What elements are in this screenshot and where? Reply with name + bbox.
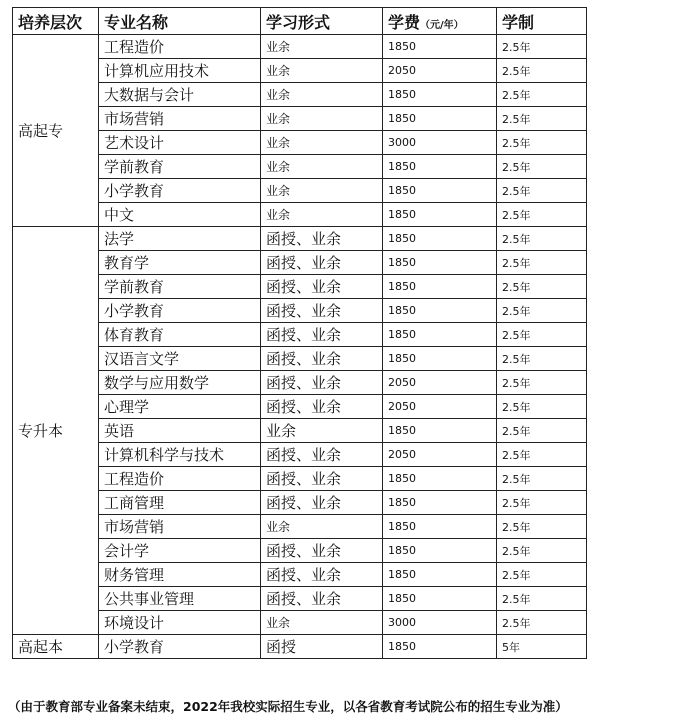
fee-cell: 2050: [383, 395, 497, 419]
table-row: [13, 155, 587, 179]
duration-cell: 2.5年: [497, 299, 587, 323]
fee-cell: 1850: [383, 491, 497, 515]
table-row: [13, 587, 587, 611]
form-cell: 业余: [261, 203, 383, 227]
form-cell: 函授、业余: [261, 563, 383, 587]
major-cell: 财务管理: [99, 563, 261, 587]
major-cell: 工程造价: [99, 467, 261, 491]
table-row: [13, 419, 587, 443]
form-cell: 函授、业余: [261, 347, 383, 371]
fee-cell: 1850: [383, 563, 497, 587]
header-major: 专业名称: [99, 8, 261, 35]
duration-cell: 2.5年: [497, 179, 587, 203]
header-fee-label: 学费: [388, 12, 421, 32]
fee-cell: 1850: [383, 35, 497, 59]
major-cell: 工商管理: [99, 491, 261, 515]
form-cell: 业余: [261, 155, 383, 179]
major-cell: 大数据与会计: [99, 83, 261, 107]
major-cell: 计算机应用技术: [99, 59, 261, 83]
table-row: [13, 467, 587, 491]
major-cell: 体育教育: [99, 323, 261, 347]
duration-cell: 2.5年: [497, 563, 587, 587]
form-cell: 函授、业余: [261, 467, 383, 491]
major-cell: 教育学: [99, 251, 261, 275]
table-row: [13, 635, 587, 659]
form-cell: 函授: [261, 635, 383, 659]
table-row: [13, 323, 587, 347]
major-cell: 公共事业管理: [99, 587, 261, 611]
duration-cell: 2.5年: [497, 35, 587, 59]
form-cell: 函授、业余: [261, 275, 383, 299]
duration-cell: 2.5年: [497, 587, 587, 611]
duration-cell: 2.5年: [497, 491, 587, 515]
duration-cell: 2.5年: [497, 227, 587, 251]
table-row: [13, 539, 587, 563]
header-form: 学习形式: [261, 8, 383, 35]
major-cell: 市场营销: [99, 515, 261, 539]
table-row: [13, 131, 587, 155]
fee-cell: 2050: [383, 443, 497, 467]
form-cell: 函授、业余: [261, 251, 383, 275]
duration-cell: 2.5年: [497, 155, 587, 179]
major-cell: 计算机科学与技术: [99, 443, 261, 467]
fee-cell: 1850: [383, 83, 497, 107]
duration-cell: 2.5年: [497, 275, 587, 299]
fee-cell: 1850: [383, 515, 497, 539]
table-row: [13, 107, 587, 131]
form-cell: 业余: [261, 83, 383, 107]
major-cell: 工程造价: [99, 35, 261, 59]
fee-cell: 1850: [383, 587, 497, 611]
duration-cell: 2.5年: [497, 419, 587, 443]
major-cell: 数学与应用数学: [99, 371, 261, 395]
major-cell: 学前教育: [99, 275, 261, 299]
fee-cell: 1850: [383, 419, 497, 443]
major-cell: 法学: [99, 227, 261, 251]
form-cell: 函授、业余: [261, 491, 383, 515]
fee-cell: 1850: [383, 155, 497, 179]
level-cell: 高起本: [13, 635, 99, 659]
table-row: [13, 203, 587, 227]
level-cell: 高起专: [13, 35, 99, 227]
fee-cell: 2050: [383, 59, 497, 83]
duration-cell: 2.5年: [497, 107, 587, 131]
table-row: [13, 515, 587, 539]
form-cell: 业余: [261, 35, 383, 59]
table-row: [13, 299, 587, 323]
duration-cell: 2.5年: [497, 371, 587, 395]
form-cell: 函授、业余: [261, 227, 383, 251]
duration-cell: 2.5年: [497, 515, 587, 539]
form-cell: 业余: [261, 107, 383, 131]
form-cell: 函授、业余: [261, 395, 383, 419]
major-cell: 汉语言文学: [99, 347, 261, 371]
form-cell: 业余: [261, 179, 383, 203]
table-row: [13, 227, 587, 251]
major-cell: 中文: [99, 203, 261, 227]
fee-cell: 1850: [383, 347, 497, 371]
form-cell: 函授、业余: [261, 299, 383, 323]
form-cell: 函授、业余: [261, 443, 383, 467]
table-row: [13, 35, 587, 59]
fee-cell: 1850: [383, 251, 497, 275]
enrollment-table: [12, 7, 587, 659]
fee-cell: 1850: [383, 467, 497, 491]
major-cell: 环境设计: [99, 611, 261, 635]
duration-cell: 2.5年: [497, 539, 587, 563]
header-duration: 学制: [497, 8, 587, 35]
table-row: [13, 83, 587, 107]
table-row: [13, 563, 587, 587]
duration-cell: 2.5年: [497, 203, 587, 227]
form-cell: 业余: [261, 59, 383, 83]
fee-cell: 1850: [383, 275, 497, 299]
form-cell: 业余: [261, 611, 383, 635]
duration-cell: 2.5年: [497, 251, 587, 275]
table-header-row: [13, 8, 587, 35]
major-cell: 学前教育: [99, 155, 261, 179]
fee-cell: 2050: [383, 371, 497, 395]
header-fee-unit: （元/年）: [420, 19, 464, 31]
major-cell: 艺术设计: [99, 131, 261, 155]
fee-cell: 3000: [383, 131, 497, 155]
major-cell: 小学教育: [99, 635, 261, 659]
fee-cell: 3000: [383, 611, 497, 635]
table-row: [13, 395, 587, 419]
fee-cell: 1850: [383, 299, 497, 323]
duration-cell: 5年: [497, 635, 587, 659]
form-cell: 函授、业余: [261, 539, 383, 563]
fee-cell: 1850: [383, 635, 497, 659]
major-cell: 会计学: [99, 539, 261, 563]
form-cell: 函授、业余: [261, 587, 383, 611]
table-row: [13, 491, 587, 515]
major-cell: 心理学: [99, 395, 261, 419]
table-row: [13, 179, 587, 203]
table-row: [13, 59, 587, 83]
duration-cell: 2.5年: [497, 395, 587, 419]
form-cell: 函授、业余: [261, 323, 383, 347]
footnote: （由于教育部专业备案未结束，2022年我校实际招生专业，以各省教育考试院公布的招生专业为准）: [8, 699, 568, 714]
fee-cell: 1850: [383, 227, 497, 251]
duration-cell: 2.5年: [497, 59, 587, 83]
major-cell: 小学教育: [99, 299, 261, 323]
table-row: [13, 611, 587, 635]
duration-cell: 2.5年: [497, 611, 587, 635]
duration-cell: 2.5年: [497, 443, 587, 467]
fee-cell: 1850: [383, 203, 497, 227]
duration-cell: 2.5年: [497, 323, 587, 347]
fee-cell: 1850: [383, 107, 497, 131]
table-row: [13, 275, 587, 299]
major-cell: 英语: [99, 419, 261, 443]
header-fee: [383, 8, 497, 35]
major-cell: 小学教育: [99, 179, 261, 203]
header-level: 培养层次: [13, 8, 99, 35]
form-cell: 业余: [261, 131, 383, 155]
fee-cell: 1850: [383, 179, 497, 203]
table-body: [13, 35, 587, 659]
duration-cell: 2.5年: [497, 83, 587, 107]
table-row: [13, 371, 587, 395]
duration-cell: 2.5年: [497, 131, 587, 155]
table-row: [13, 347, 587, 371]
form-cell: 函授、业余: [261, 371, 383, 395]
table-row: [13, 251, 587, 275]
fee-cell: 1850: [383, 323, 497, 347]
table-row: [13, 443, 587, 467]
duration-cell: 2.5年: [497, 467, 587, 491]
fee-cell: 1850: [383, 539, 497, 563]
major-cell: 市场营销: [99, 107, 261, 131]
form-cell: 业余: [261, 515, 383, 539]
duration-cell: 2.5年: [497, 347, 587, 371]
form-cell: 业余: [261, 419, 383, 443]
level-cell: 专升本: [13, 227, 99, 635]
